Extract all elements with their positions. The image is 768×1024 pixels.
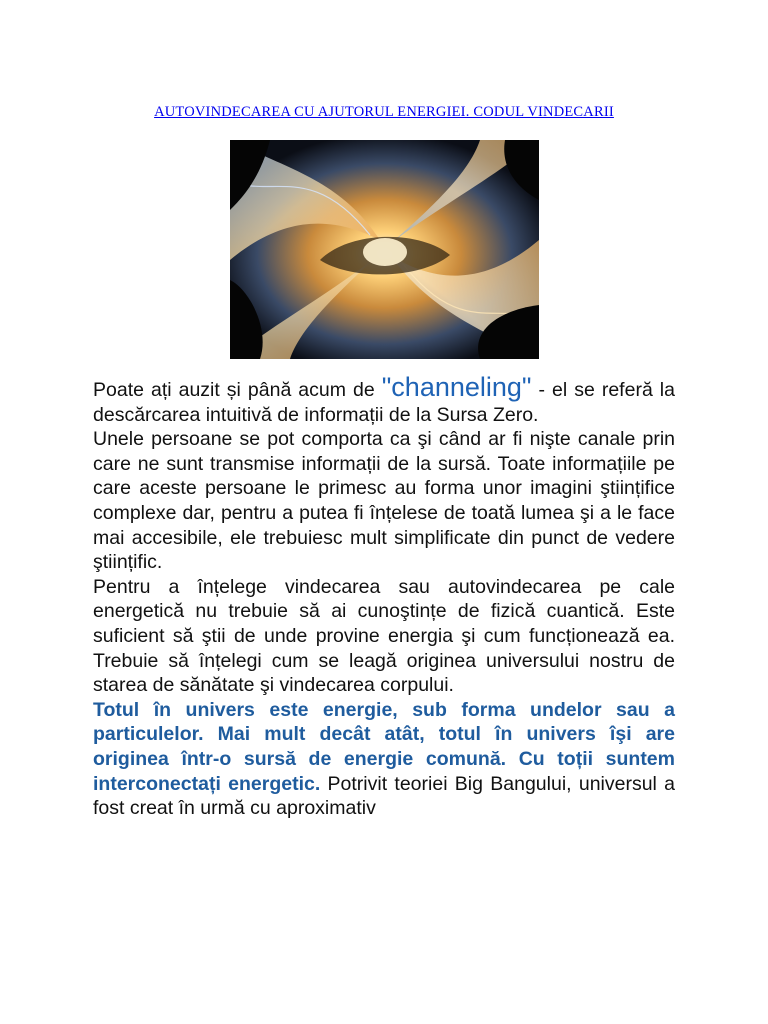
energy-highlight: Totul în univers este energie, sub forma undelor sau a particulelor. Mai mult decât atât, totul în univers îşi are originea într-o sursă de energie comună. Cu toții suntem interconectați energetic. xyxy=(93,698,675,795)
document-title[interactable]: AUTOVINDECAREA CU AJUTORUL ENERGIEI. CODUL VINDECARII xyxy=(154,104,614,120)
paragraph-energy xyxy=(93,698,675,821)
paragraph-healing: Pentru a înțelege vindecarea sau autovindecarea pe cale energetică nu trebuie să ai cunoştințe de fizică cuantică. Este suficient să ştii de unde provine energia şi cum funcționează ea. Trebuie să înțelegi cum se leagă originea universului nostru de starea de sănătate şi vindecarea corpului. xyxy=(93,575,675,697)
energy-fractal-image xyxy=(230,140,539,359)
big-bang-text: Potrivit teoriei Big Bangului, universul a fost creat în urmă cu aproximativ xyxy=(93,772,676,820)
paragraph-channels: Unele persoane se pot comporta ca şi când ar fi nişte canale prin care ne sunt transmise informații de la sursă. Toate informațiile pe care aceste persoane le primesc au forma unor imagini ştiințifice complexe dar, pentru a putea fi înțelese de toată lumea şi a le face mai accesibile, ele trebuiesc mult simplificate din punct de vedere ştiințific. xyxy=(93,428,675,574)
paragraph-intro xyxy=(93,372,675,427)
intro-text: Poate ați auzit și până acum de xyxy=(93,379,382,401)
channeling-term: "channeling" xyxy=(381,372,532,402)
body-text xyxy=(93,372,676,821)
intro-text-continued: - el se referă la descărcarea intuitivă de informații de la Sursa Zero. xyxy=(93,379,675,426)
